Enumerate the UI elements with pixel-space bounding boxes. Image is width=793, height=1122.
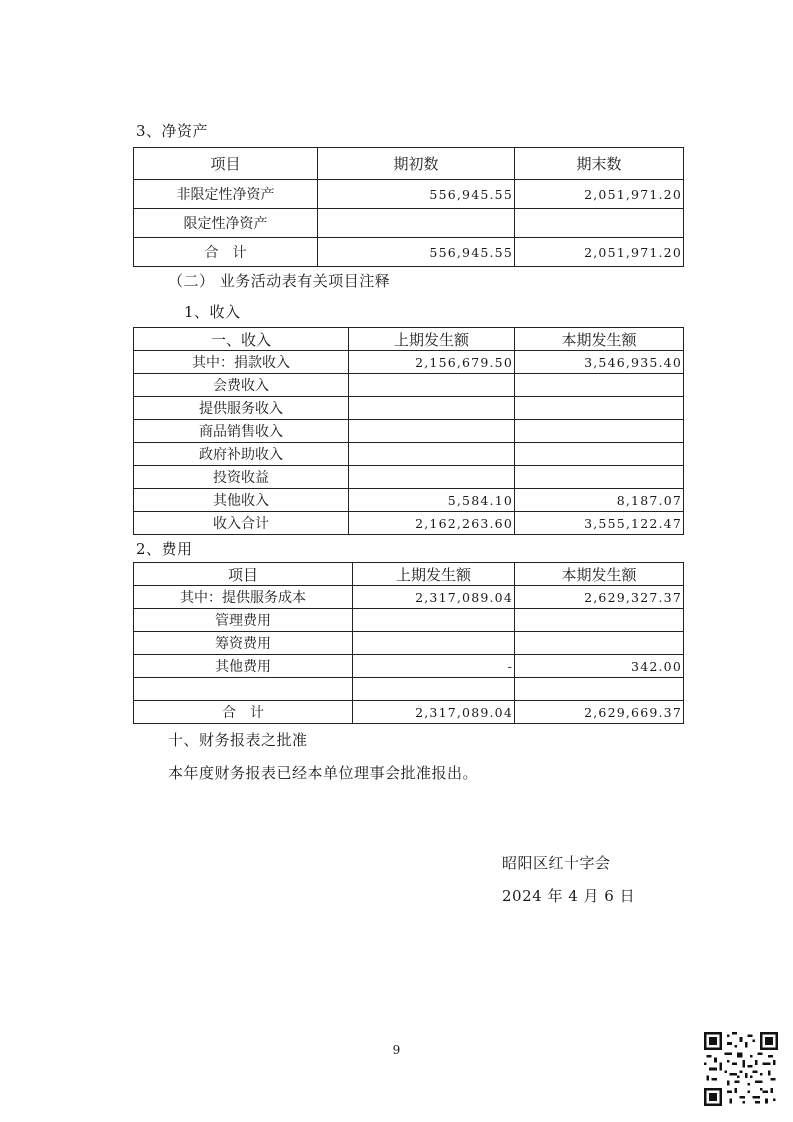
row-label: 其他收入 <box>134 489 349 512</box>
approval-text: 本年度财务报表已经本单位理事会批准报出。 <box>168 764 479 782</box>
prev-value: 5,584.10 <box>349 489 515 512</box>
table-row <box>134 609 684 632</box>
curr-value <box>515 397 684 420</box>
prev-value <box>349 466 515 489</box>
prev-value <box>349 443 515 466</box>
row-label: 会费收入 <box>134 374 349 397</box>
column-header: 项目 <box>134 148 318 180</box>
row-label: 管理费用 <box>134 609 353 632</box>
signature-date: 2024 年 4 月 6 日 <box>502 887 636 905</box>
table-row <box>134 351 684 374</box>
prev-value: 2,162,263.60 <box>349 512 515 535</box>
end-value: 2,051,971.20 <box>515 238 684 267</box>
table-header-row <box>134 563 684 586</box>
row-label: 提供服务收入 <box>134 397 349 420</box>
begin-value: 556,945.55 <box>318 238 515 267</box>
curr-value <box>515 466 684 489</box>
prev-value: 2,317,089.04 <box>353 701 515 724</box>
curr-value <box>515 443 684 466</box>
prev-value <box>349 420 515 443</box>
column-header: 项目 <box>134 563 353 586</box>
prev-value <box>353 678 515 701</box>
row-label: 商品销售收入 <box>134 420 349 443</box>
row-label: 收入合计 <box>134 512 349 535</box>
income-heading: 1、收入 <box>184 303 241 321</box>
row-label: 非限定性净资产 <box>134 180 318 209</box>
table-row <box>134 180 684 209</box>
expense-heading: 2、费用 <box>136 540 193 558</box>
column-header: 一、收入 <box>134 328 349 351</box>
row-label: 筹资费用 <box>134 632 353 655</box>
curr-value <box>515 678 684 701</box>
table-header-row <box>134 328 684 351</box>
column-header: 上期发生额 <box>349 328 515 351</box>
curr-value: 2,629,669.37 <box>515 701 684 724</box>
table-row <box>134 238 684 267</box>
table-row <box>134 512 684 535</box>
end-value <box>515 209 684 238</box>
prev-value <box>353 632 515 655</box>
page-number: 9 <box>392 1043 401 1057</box>
curr-value <box>515 609 684 632</box>
table-row <box>134 374 684 397</box>
income-table <box>133 327 684 535</box>
curr-value <box>515 420 684 443</box>
table-row <box>134 678 684 701</box>
curr-value <box>515 632 684 655</box>
curr-value: 3,546,935.40 <box>515 351 684 374</box>
curr-value: 2,629,327.37 <box>515 586 684 609</box>
begin-value: 556,945.55 <box>318 180 515 209</box>
curr-value: 8,187.07 <box>515 489 684 512</box>
row-label: 投资收益 <box>134 466 349 489</box>
prev-value <box>349 397 515 420</box>
row-label: 其他费用 <box>134 655 353 678</box>
approval-heading: 十、财务报表之批准 <box>168 731 308 749</box>
column-header: 期初数 <box>318 148 515 180</box>
prev-value: - <box>353 655 515 678</box>
row-label: 其中：提供服务成本 <box>134 586 353 609</box>
table-row <box>134 420 684 443</box>
table-row <box>134 655 684 678</box>
table-row <box>134 489 684 512</box>
signature-org: 昭阳区红十字会 <box>502 854 611 872</box>
begin-value <box>318 209 515 238</box>
row-label <box>134 678 353 701</box>
row-label: 其中：捐款收入 <box>134 351 349 374</box>
prev-value: 2,156,679.50 <box>349 351 515 374</box>
table-header-row <box>134 148 684 180</box>
net-assets-heading: 3、净资产 <box>136 122 209 140</box>
row-label: 限定性净资产 <box>134 209 318 238</box>
table-row <box>134 443 684 466</box>
row-label: 合 计 <box>134 238 318 267</box>
activity-notes-heading: （二） 业务活动表有关项目注释 <box>168 272 391 290</box>
curr-value <box>515 374 684 397</box>
table-row <box>134 701 684 724</box>
curr-value: 342.00 <box>515 655 684 678</box>
column-header: 上期发生额 <box>353 563 515 586</box>
table-row <box>134 397 684 420</box>
table-row <box>134 209 684 238</box>
table-row <box>134 586 684 609</box>
curr-value: 3,555,122.47 <box>515 512 684 535</box>
row-label: 合 计 <box>134 701 353 724</box>
table-row <box>134 466 684 489</box>
net-assets-table <box>133 147 684 267</box>
column-header: 本期发生额 <box>515 328 684 351</box>
column-header: 期末数 <box>515 148 684 180</box>
table-row <box>134 632 684 655</box>
qr-code-icon <box>704 1032 778 1106</box>
expense-table <box>133 562 684 724</box>
prev-value <box>349 374 515 397</box>
prev-value <box>353 609 515 632</box>
row-label: 政府补助收入 <box>134 443 349 466</box>
prev-value: 2,317,089.04 <box>353 586 515 609</box>
end-value: 2,051,971.20 <box>515 180 684 209</box>
column-header: 本期发生额 <box>515 563 684 586</box>
